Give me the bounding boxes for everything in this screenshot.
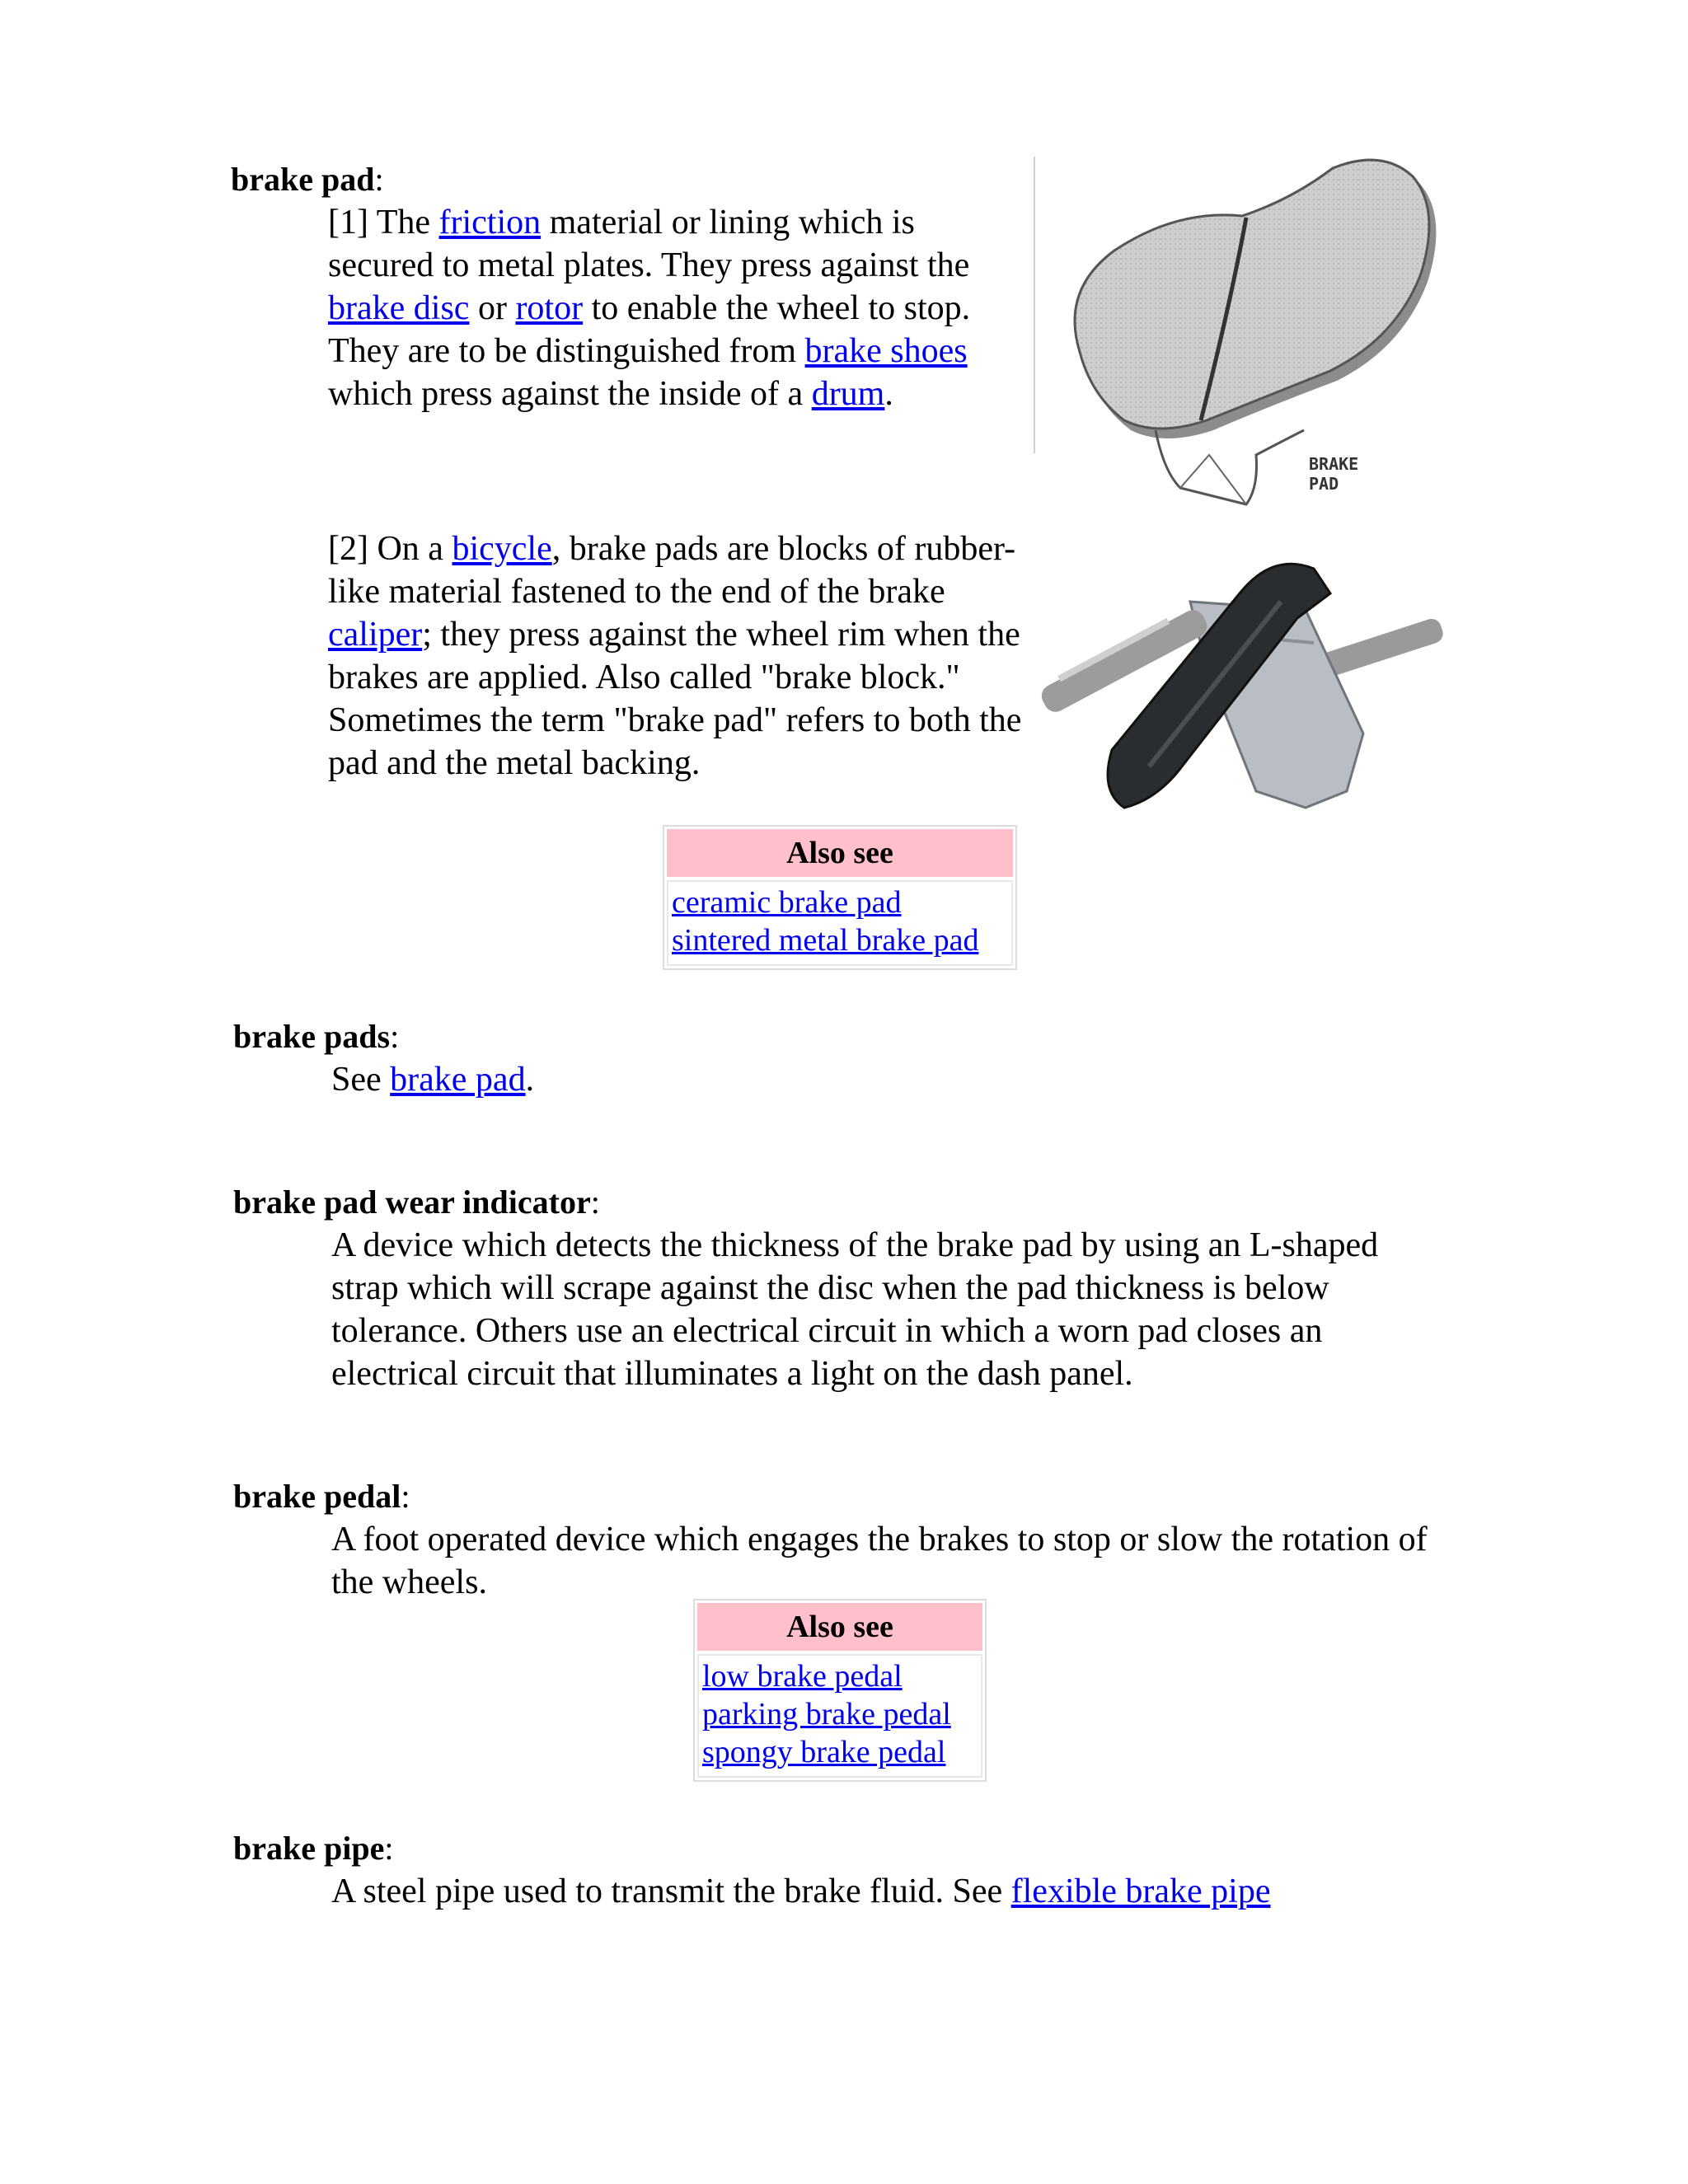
text-run: or bbox=[469, 289, 516, 327]
also-see-links bbox=[697, 1654, 982, 1778]
term-colon: : bbox=[590, 1183, 600, 1221]
text-run: [1] The bbox=[328, 204, 439, 241]
term-colon: : bbox=[401, 1478, 410, 1515]
also-see-box-brake-pad bbox=[663, 825, 1017, 970]
text-run: material or lining which is secured to metal plates. They press against the bbox=[328, 204, 970, 284]
definition-brake-pads bbox=[331, 1058, 1436, 1101]
link-bicycle[interactable]: bicycle bbox=[452, 530, 552, 568]
definition-brake-pedal bbox=[331, 1518, 1440, 1604]
term-brake-pads bbox=[233, 1015, 399, 1058]
definition-text bbox=[328, 201, 1029, 415]
brake-pad-illustration bbox=[1040, 158, 1447, 518]
link-brake-disc[interactable]: brake disc bbox=[328, 289, 470, 327]
term-title: brake pads bbox=[233, 1018, 391, 1055]
text-run: See bbox=[331, 1061, 391, 1099]
definition-brake-pad-1 bbox=[328, 201, 1029, 415]
definition-text bbox=[331, 1870, 1485, 1913]
also-see-box-brake-pedal bbox=[693, 1599, 987, 1782]
link-brake-shoes[interactable]: brake shoes bbox=[804, 332, 968, 370]
link-parking-brake-pedal[interactable]: parking brake pedal bbox=[702, 1697, 951, 1732]
also-see-links bbox=[667, 880, 1013, 966]
figure-caption-line2: PAD bbox=[1309, 474, 1339, 494]
text-run: which press against the inside of a bbox=[328, 375, 812, 413]
link-low-brake-pedal[interactable]: low brake pedal bbox=[702, 1659, 903, 1694]
term-brake-pad-wear-indicator bbox=[233, 1181, 600, 1224]
link-spongy-brake-pedal[interactable]: spongy brake pedal bbox=[702, 1735, 946, 1769]
link-sintered-metal-brake-pad[interactable]: sintered metal brake pad bbox=[672, 923, 979, 958]
definition-text: A foot operated device which engages the brakes to stop or slow the rotation of the wheels. bbox=[331, 1521, 1428, 1601]
also-see-header: Also see bbox=[667, 829, 1013, 877]
text-run: to enable the wheel to stop. They are to be distinguished from bbox=[328, 289, 971, 370]
term-title: brake pad wear indicator bbox=[233, 1183, 591, 1221]
definition-brake-pipe bbox=[331, 1870, 1485, 1913]
term-title: brake pad bbox=[231, 161, 375, 198]
term-title: brake pipe bbox=[233, 1830, 385, 1867]
figure-divider bbox=[1034, 157, 1035, 453]
link-rotor[interactable]: rotor bbox=[515, 289, 584, 327]
text-run: [2] On a bbox=[328, 530, 452, 568]
link-drum[interactable]: drum bbox=[811, 375, 885, 413]
definition-text bbox=[331, 1058, 1436, 1101]
text-run: A steel pipe used to transmit the brake fluid. See bbox=[331, 1872, 1011, 1910]
term-colon: : bbox=[384, 1830, 394, 1867]
link-friction[interactable]: friction bbox=[438, 204, 542, 241]
definition-text: A device which detects the thickness of the brake pad by using an L-shaped strap which will scrape against the disc when the pad thickness is below tolerance. Others use an electrical circuit in which a worn pad closes an electrical circuit that illuminates a light on the dash panel. bbox=[331, 1226, 1379, 1393]
term-brake-pedal bbox=[233, 1475, 410, 1518]
text-run: , brake pads are blocks of rubber-like material fastened to the end of the brake bbox=[328, 530, 1016, 611]
bicycle-brake-pad-drawing bbox=[1034, 544, 1447, 812]
link-flexible-brake-pipe[interactable]: flexible brake pipe bbox=[1010, 1872, 1271, 1910]
text-run: . bbox=[525, 1061, 535, 1099]
text-run: ; they press against the wheel rim when the brakes are applied. Also called "brake block." Sometimes the term "brake pad" refers to both the pad and the metal backing. bbox=[328, 616, 1022, 782]
link-ceramic-brake-pad[interactable]: ceramic brake pad bbox=[672, 885, 902, 920]
definition-brake-pad-2 bbox=[328, 527, 1029, 785]
definition-brake-pad-wear-indicator bbox=[331, 1224, 1440, 1395]
bicycle-brake-pad-illustration bbox=[1034, 544, 1447, 812]
term-brake-pad bbox=[231, 158, 384, 201]
term-colon: : bbox=[390, 1018, 400, 1055]
definition-text bbox=[328, 527, 1029, 785]
term-colon: : bbox=[374, 161, 384, 198]
term-brake-pipe bbox=[233, 1827, 393, 1870]
link-caliper[interactable]: caliper bbox=[328, 616, 423, 654]
link-brake-pad[interactable]: brake pad bbox=[390, 1061, 526, 1099]
brake-pad-drawing bbox=[1040, 158, 1447, 518]
text-run: . bbox=[884, 375, 893, 413]
term-title: brake pedal bbox=[233, 1478, 401, 1515]
figure-caption-line1: BRAKE bbox=[1309, 454, 1359, 474]
also-see-header: Also see bbox=[697, 1603, 982, 1651]
